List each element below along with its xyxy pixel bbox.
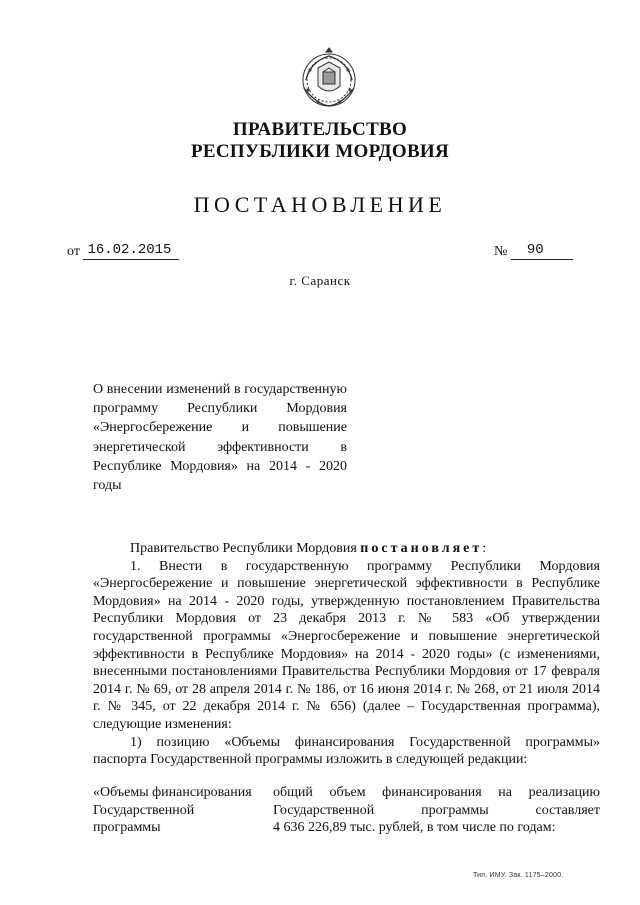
date-label: от	[67, 244, 80, 259]
number-label: №	[494, 244, 508, 259]
intro-paragraph	[93, 540, 600, 558]
table-cell-right: Государственной программы составляет	[273, 802, 600, 818]
table-row	[93, 819, 600, 837]
number-value: 90	[511, 242, 573, 260]
city: г. Саранск	[289, 273, 351, 288]
date-block	[67, 242, 179, 260]
date-value: 16.02.2015	[83, 242, 179, 260]
table-row	[93, 802, 600, 820]
intro-prefix: Правительство Республики Мордовия	[130, 541, 361, 556]
coat-of-arms-emblem	[296, 46, 362, 112]
organization-name-line1: ПРАВИТЕЛЬСТВО	[232, 119, 408, 140]
intro-verb: постановляет	[360, 541, 483, 556]
document-body	[93, 540, 600, 769]
intro-suffix: :	[482, 541, 487, 556]
table-cell-left: «Объемы финансирования	[93, 785, 252, 800]
table-row	[93, 784, 600, 802]
table-cell-left: Государственной	[93, 802, 195, 818]
item-1-paragraph: 1. Внести в государственную программу Республики Мордовия «Энергосбережение и повышение энергетической эффективности в Республике Мордовия» на 2014 - 2020 годы, утвержденную постановлением Правительства Республики Мордовия от 23 декабря 2013 г. № 583 «Об утверждении государственной программы «Энергосбережение и повышение энергетической эффективности в Республике Мордовия» на 2014 - 2020 годы» (с изменениями, внесенными постановлениями Правительства Республики Мордовия от 17 февраля 2014 г. № 69, от 28 апреля 2014 г. № 186, от 16 июня 2014 г. № 268, от 21 июля 2014 г. № 345, от 22 декабря 2014 г. № 656) (далее – Государственная программа), следующие изменения:	[93, 558, 600, 732]
item-1-1-paragraph: 1) позицию «Объемы финансирования Государственной программы» паспорта Государственной программы изложить в следующей редакции:	[93, 734, 600, 768]
table-cell-right: 4 636 226,89 тыс. рублей, в том числе по годам:	[273, 820, 556, 836]
table-cell-left: программы	[93, 820, 161, 836]
organization-name-line2: РЕСПУБЛИКИ МОРДОВИЯ	[190, 141, 450, 162]
document-subject: О внесении изменений в государственную программу Республики Мордовия «Энергосбережение и повышение энергетической эффективности в Республике Мордовия» на 2014 - 2020 годы	[93, 382, 347, 494]
financing-table	[93, 784, 600, 837]
table-cell-right: общий объем финансирования на реализацию	[273, 785, 600, 800]
print-mark: Тип. ИМУ. Зак. 1175–2000.	[473, 872, 564, 879]
document-type-title: ПОСТАНОВЛЕНИЕ	[193, 192, 447, 217]
number-block	[494, 242, 573, 260]
